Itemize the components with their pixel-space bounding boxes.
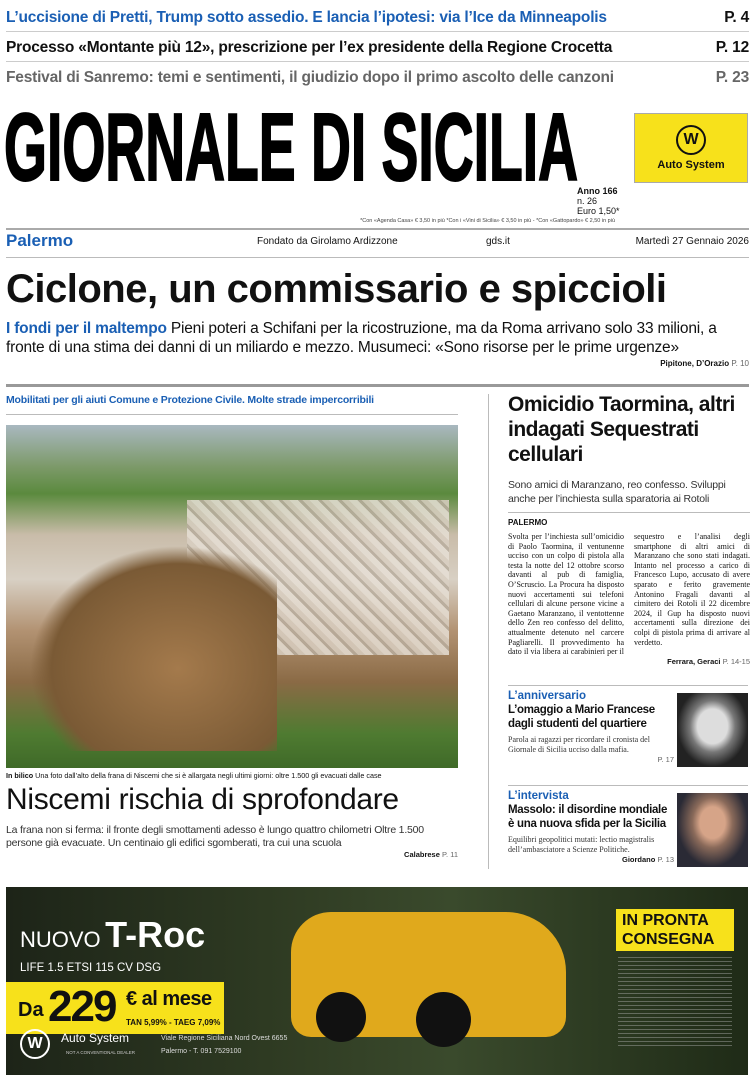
anniversario-text (508, 689, 674, 764)
lead-kicker: I fondi per il maltempo (6, 320, 167, 337)
ad-badge: IN PRONTA CONSEGNA (616, 909, 734, 951)
lead-deck-text: Pieni poteri a Schifani per la ricostruzione, ma da Roma arrivano solo 33 milioni, a fronte di una stima dei danni di un miliardo e mezzo. Musumeci: «Sono risorse per le prime urgenze» (6, 320, 717, 356)
website-link[interactable]: gds.it (486, 236, 510, 247)
anniversario-page: P. 17 (657, 755, 674, 764)
issue-number: n. 26 (577, 196, 598, 206)
intervista-byline: Giordano P. 13 (622, 855, 674, 864)
divider (508, 512, 750, 513)
lead-article[interactable] (6, 264, 749, 368)
niscemi-headline: Niscemi rischia di sprofondare (6, 783, 399, 816)
niscemi-byline: Calabrese P. 11 (404, 850, 458, 859)
ad-model: NUOVO T-Roc (20, 914, 206, 955)
top-headline-1[interactable]: L’uccisione di Pretti, Trump sotto assedio. E lancia l’ipotesi: via l’Ice da Minneapolis P. 4 (6, 4, 749, 32)
advertisement[interactable] (6, 887, 748, 1075)
mario-francese-photo (677, 693, 748, 767)
issue-price: Euro 1,50* (577, 206, 620, 216)
date: Martedì 27 Gennaio 2026 (635, 236, 749, 247)
taormina-deck: Sono amici di Maranzano, reo confesso. Sviluppi anche per l’inchiesta sulla sparatoria ai Rotoli (508, 479, 726, 505)
top-headline-2[interactable]: Processo «Montante più 12», prescrizione per l’ex presidente della Regione Crocetta P. 12 (6, 34, 749, 62)
intervista-body: Equilibri geopolitici mutati: lectio magistralis dell’ambasciatore a Scienze Politiche. (508, 835, 655, 854)
niscemi-overline: Mobilitati per gli aiuti Comune e Protezione Civile. Molte strade impercorribili (6, 394, 374, 406)
supplements: *Con «Agenda Casa» € 3,50 in più *Con i «Vini di Sicilia» € 3,50 in più - *Con «Gattopardo» € 2,50 in più (360, 218, 615, 224)
taormina-article[interactable] (508, 392, 750, 667)
intervista-text (508, 789, 674, 864)
masthead (4, 100, 582, 186)
ad-phone: Palermo - T. 091 7529100 (161, 1048, 242, 1055)
sponsor-box[interactable] (634, 113, 748, 183)
vw-logo-icon: W (676, 125, 706, 155)
niscemi-text (6, 771, 458, 859)
founder: Fondato da Girolamo Ardizzone (257, 236, 398, 247)
issue-year: Anno 166 (577, 186, 618, 196)
lead-byline: Pipitone, D’Orazio P. 10 (660, 359, 749, 368)
taormina-headline: Omicidio Taormina, altri indagati Sequestrati cellulari (508, 393, 735, 466)
taormina-body: Svolta per l’inchiesta sull’omicidio di Paolo Taormina, il ventunenne ucciso con un colpo di pistola alla testa la notte del 12 ottobre scorso davanti al pub di famiglia, O’Scruscio. La Procura ha disposto nuovi accertamenti sui telefoni cellulari di alcune persone vicine a Gaetano Maranzano, il ventottenne dello Zen reo confesso del delitto, attualmente detenuto nel carcere Pagliarelli. Il provvedimento ha dato il via libera ai carabinieri per il sequestro e l’analisi degli smartphone di altri amici di Maranzano che sono stati indagati. Intanto nel processo a carico di Francesco Lupo, accusato di avere sparato e ferito gravemente Antonino Fragali davanti al cimitero dei Rotoli il 22 dicembre 2024, il Gup ha disposto nuovi accertamenti sulla direzione dei colpi di pistola prima di arrivare al verdetto. (508, 532, 750, 657)
anniversario-kicker: L’anniversario (508, 690, 586, 702)
ad-trim: LIFE 1.5 ETSI 115 CV DSG (20, 962, 162, 974)
issue-info (577, 186, 620, 216)
ad-address: Viale Regione Siciliana Nord Ovest 6655 (161, 1035, 288, 1042)
lead-deck (6, 319, 749, 357)
edition-city: Palermo (6, 231, 74, 250)
ad-price-box: Da 229 € al mese TAN 5,99% - TAEG 7,09% (6, 982, 224, 1034)
intervista-kicker: L’intervista (508, 790, 569, 802)
vw-logo-icon: W (20, 1029, 50, 1059)
ad-dealer-tag: NOT A CONVENTIONAL DEALER (66, 1050, 136, 1055)
photo-caption: In bilico Una foto dall’alto della frana di Niscemi che si è allargata negli ultimi giorni: oltre 1.500 gli evacuati dalle case (6, 771, 382, 780)
ad-fine-print (618, 957, 732, 1047)
taormina-byline: Ferrara, Geraci P. 14-15 (667, 656, 750, 666)
masthead-title: GIORNALE DI SICILIA (4, 100, 578, 186)
taormina-dateline: PALERMO (508, 518, 548, 527)
column-divider (488, 394, 489, 869)
lead-headline: Ciclone, un commissario e spiccioli (6, 267, 667, 311)
massolo-photo (677, 793, 748, 867)
anniversario-body: Parola ai ragazzi per ricordare il cronista del Giornale di Sicilia ucciso dalla mafia. (508, 735, 650, 754)
niscemi-body: La frana non si ferma: il fronte degli smottamenti adesso è lungo quattro chilometri Oltre 1.500 persone già evacuate. Un centinaio gli edifici sgomberati, tra cui una scuola (6, 824, 424, 849)
ad-dealer: Auto System (61, 1031, 130, 1045)
top-headline-3[interactable]: Festival di Sanremo: temi e sentimenti, il giudizio dopo il primo ascolto delle canzoni P. 23 (6, 69, 749, 86)
intervista-headline: Massolo: il disordine mondiale è una nuova sfida per la Sicilia (508, 804, 668, 830)
sponsor-name: Auto System (657, 159, 725, 171)
landslide-photo (6, 425, 458, 768)
anniversario-headline: L’omaggio a Mario Francese dagli studenti del quartiere (508, 704, 655, 730)
